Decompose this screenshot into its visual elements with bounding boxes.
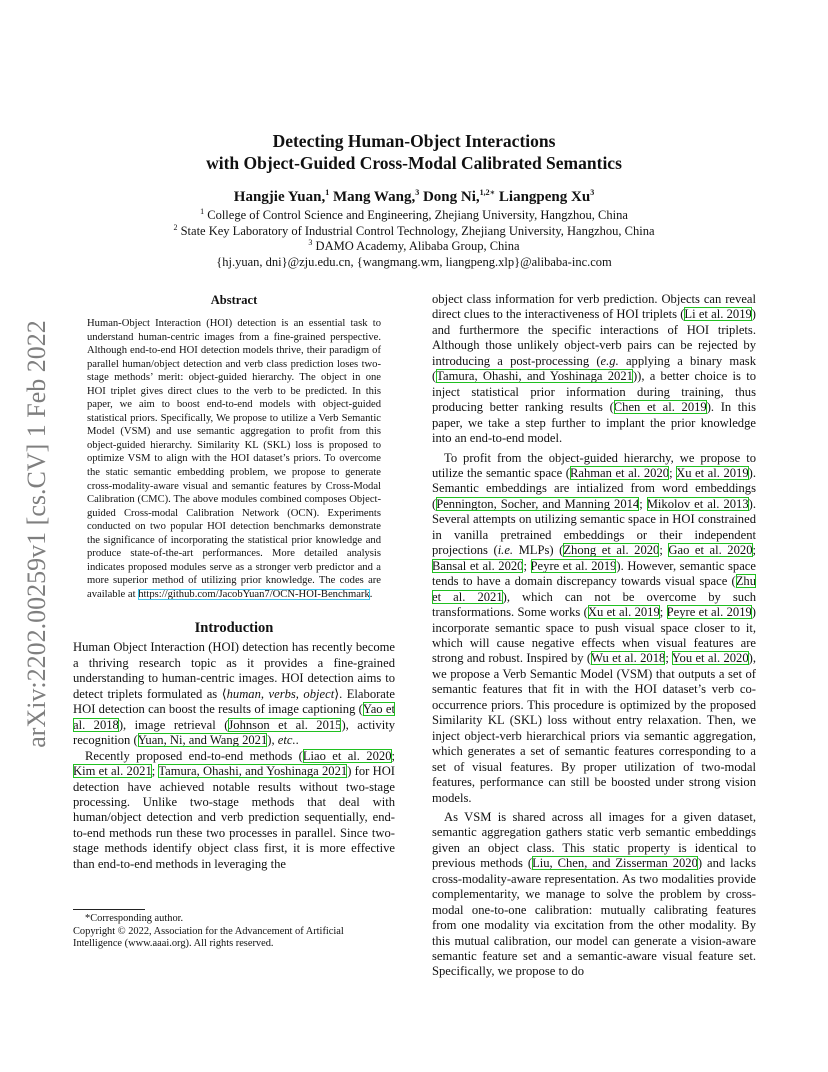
text-run: Recently proposed end-to-end methods ( [85,748,303,763]
citation-link[interactable]: Li et al. 2019 [684,307,752,322]
author-name: Mang Wang, [332,189,416,205]
abstract-body: Human-Object Interaction (HOI) detection is an essential task to understand human-centric images from a fine-grained perspective. Although end-to-end HOI detection models thrive, their paradigm of parallel human/object detection and verb class prediction loses two-stage methods’ merit: object-guided hierarchy. The object in one HOI triplet gives direct clues to the verb to be predicted. In this paper, we aim to boost end-to-end models with object-guided statistical priors. Specifically, We propose to utilize a Verb Semantic Model (VSM) and use semantic aggregation to profit from this object-guided hierarchy. Similarity KL (SKL) loss is proposed to optimize VSM to align with the HOI dataset’s priors. To overcome the static semantic embedding problem, we propose to generate cross-modality-aware visual and semantic features by Cross-Modal Calibration (CMC). The above modules combined composes Object-guided Cross-modal Calibration Network (OCN). Experiments conducted on two popular HOI detection benchmarks demonstrate the significance of incorporating the statistical prior knowledge and produce state-of-the-art performances. More detailed analysis indicates proposed modules serve as a stronger verb predictor and a more superior method of utilizing prior knowledge. The codes are available at [87,318,381,600]
paper-title [0,130,828,174]
citation-link[interactable]: Tamura, Ohashi, and Yoshinaga 2021 [158,764,348,779]
citation-link[interactable]: Zhong et al. 2020 [563,543,660,558]
author-list [0,187,828,207]
citation-link[interactable]: Xu et al. 2019 [587,605,660,620]
abstract-end: . [369,588,373,600]
text-run: ; [523,558,531,573]
affiliations [0,208,828,270]
copyright-notice: Copyright © 2022, Association for the Advancement of Artificial Intelligence (www.aaai.org). All rights reserved. [73,925,344,950]
text-run: ; [669,465,677,480]
text-run: ) and lacks cross-modality-aware representation. As two modalities provide complementarity, we manage to solve the problem by cross-modal one-to-one calibration: mutually calibrating features from one modality via excitation from the other modality. By this mutual calibration, our model can generate a vision-aware semantic feature set and a semantic-aware visual feature set. Specifically, we propose to do [432,856,756,979]
citation-link[interactable]: Liao et al. 2020 [302,748,392,763]
citation-link[interactable]: You et al. 2020 [671,651,749,666]
text-run: To profit from the object-guided hierarchy, we propose to utilize the semantic space ( [432,450,756,480]
text-run: MLPs) ( [513,543,564,558]
text-run: ) for HOI detection have achieved notable results without two-stage processing. Unlike two-stage methods that deal with human/object detection and verb prediction sequentially, end-to-end methods run these two processes in parallel. Since two-stage methods identify object class first, it is more effective than end-to-end methods in leveraging the [73,764,396,871]
citation-link[interactable]: Bansal et al. 2020 [432,558,524,573]
citation-link[interactable]: Johnson et al. 2015 [228,717,342,732]
footnote [73,913,395,951]
text-run: ), which can not be overcome by such transformations. Some works ( [432,589,756,620]
text-run: ), image retrieval ( [118,717,229,732]
citation-link[interactable]: Kim et al. 2021 [73,764,152,779]
author-name: Dong Ni, [422,189,480,205]
citation-link[interactable]: Tamura, Ohashi, and Yoshinaga 2021 [436,369,633,384]
text-run: As VSM is shared across all images for a given dataset, semantic aggregation gathers static verb semantic embeddings given an object class. This static property is identical to previous methods ( [432,809,756,871]
citation-link[interactable]: Wu et al. 2018 [591,651,666,666]
text-run: ). Semantic embeddings are intialized from word embeddings ( [432,465,756,511]
citation-link[interactable]: Chen et al. 2019 [613,400,707,415]
text-em: human, verbs, object [226,686,335,701]
text-em: etc. [277,733,296,748]
text-run: ; [391,748,395,763]
text-run: object class information for verb prediction. Objects can reveal direct clues to the interactiveness of HOI triplets ( [432,292,756,322]
affil-mark: 1 [200,206,205,216]
citation-link[interactable]: Yao et al. 2018 [73,702,395,732]
abstract-text [73,317,395,601]
citation-link[interactable]: Yuan, Ni, and Wang 2021 [137,733,268,748]
arxiv-stamp: arXiv:2202.00259v1 [cs.CV] 1 Feb 2022 [22,320,51,748]
title-line-1: Detecting Human-Object Interactions [272,131,556,151]
left-column [73,292,395,872]
right-paragraph-1 [432,292,756,447]
text-run: ) incorporate semantic space to push visual space closer to it, which will cause negative effects when visual features are strong and robust. Inspired by ( [432,605,756,666]
citation-link[interactable]: Rahman et al. 2020 [569,465,670,480]
affil-mark: 3 [308,237,313,247]
text-em: i.e. [497,543,514,558]
footnote-rule [73,909,145,910]
author-name: Liangpeng Xu [498,189,591,205]
affil-text: State Key Laboratory of Industrial Control Technology, Zhejiang University, Hangzhou, China [180,223,655,238]
citation-link[interactable]: Peyre et al. 2019 [530,558,617,573]
text-run: ), we propose a Verb Semantic Model (VSM) that outputs a set of semantic features that fit in with the HOI dataset’s verb co-occurrence priors. This procedure is optimized by the proposed Similarity KL (SKL) loss without entry relaxation. Then, we inject object-verb hierarchical priors via semantic aggregation, which generates a set of semantic features corresponding to a set of visual features. By proper utilization of two-modal features, performance can still be boosted under strong vision models. [432,651,756,805]
author-affil-mark: 1 [325,188,330,197]
text-run: ). However, semantic space tends to have a domain discrepancy towards visual space ( [432,558,756,589]
text-run: ; [665,651,672,666]
affil-mark: 2 [173,222,178,232]
affiliation-line [0,239,828,255]
citation-link[interactable]: Zhu et al. 2021 [432,574,756,604]
abstract-heading: Abstract [210,293,258,307]
right-column [432,292,756,980]
text-run: ; [639,496,647,511]
text-run: ), activity recognition ( [73,717,396,748]
text-run: ⟩. Elaborate HOI detection can boost the results of image captioning ( [73,686,395,717]
text-run: ; [659,543,669,558]
text-run: ). In this paper, we take a step further to implant the prior knowledge into an end-to-end model. [432,400,757,446]
text-run: )), a better choice is to inject statistical prior information during training, thus producing better ranking results ( [432,369,756,415]
citation-link[interactable]: Xu et al. 2019 [676,465,749,480]
intro-paragraph-1 [73,640,395,748]
text-run: ; [151,764,159,779]
text-run: ), [267,733,278,748]
affil-text: College of Control Science and Engineering, Zhejiang University, Hangzhou, China [207,208,628,222]
author-affil-mark: 1,2∗ [479,188,496,197]
right-paragraph-3 [432,810,756,980]
corresponding-author-note: *Corresponding author. [85,913,184,924]
citation-link[interactable]: Peyre et al. 2019 [666,605,752,620]
citation-link[interactable]: Pennington, Socher, and Manning 2014 [436,496,640,511]
text-run: ; [752,543,756,558]
author-name: Hangjie Yuan, [233,189,326,205]
citation-link[interactable]: Liu, Chen, and Zisserman 2020 [532,856,698,871]
affiliation-line [0,224,828,240]
citation-link[interactable]: Mikolov et al. 2013 [646,496,749,511]
introduction-heading: Introduction [194,620,274,637]
text-run: Human Object Interaction (HOI) detection has recently become a thriving research topic as it provides a fine-grained understanding to human-centric images. HOI detection aims to detect triplets formulated as ⟨ [73,640,395,701]
author-affil-mark: 3 [415,188,420,197]
text-run: applying a binary mask ( [432,353,757,384]
text-run: . [295,733,299,748]
text-run: ; [659,605,667,620]
intro-paragraph-2 [73,749,395,873]
right-paragraph-2 [432,451,756,806]
author-affil-mark: 3 [590,188,595,197]
affiliation-line [0,208,828,224]
text-run: ) and furthermore the specific interactions of HOI triplets. Although those unlikely object-verb pairs can be rejected by introducing a post-processing ( [432,307,756,368]
code-url-link[interactable]: https://github.com/JacobYuan7/OCN-HOI-Benchmark [138,588,370,600]
author-emails: {hj.yuan, dni}@zju.edu.cn, {wangmang.wm, liangpeng.xlp}@alibaba-inc.com [216,254,612,269]
affil-text: DAMO Academy, Alibaba Group, China [315,239,520,253]
title-line-2: with Object-Guided Cross-Modal Calibrated Semantics [206,153,622,173]
citation-link[interactable]: Gao et al. 2020 [668,543,753,558]
text-em: e.g. [600,353,619,368]
text-run: ). Several attempts on utilizing semantic space in HOI constrained in vanilla pretrained embeddings or their independent projections ( [432,496,756,558]
